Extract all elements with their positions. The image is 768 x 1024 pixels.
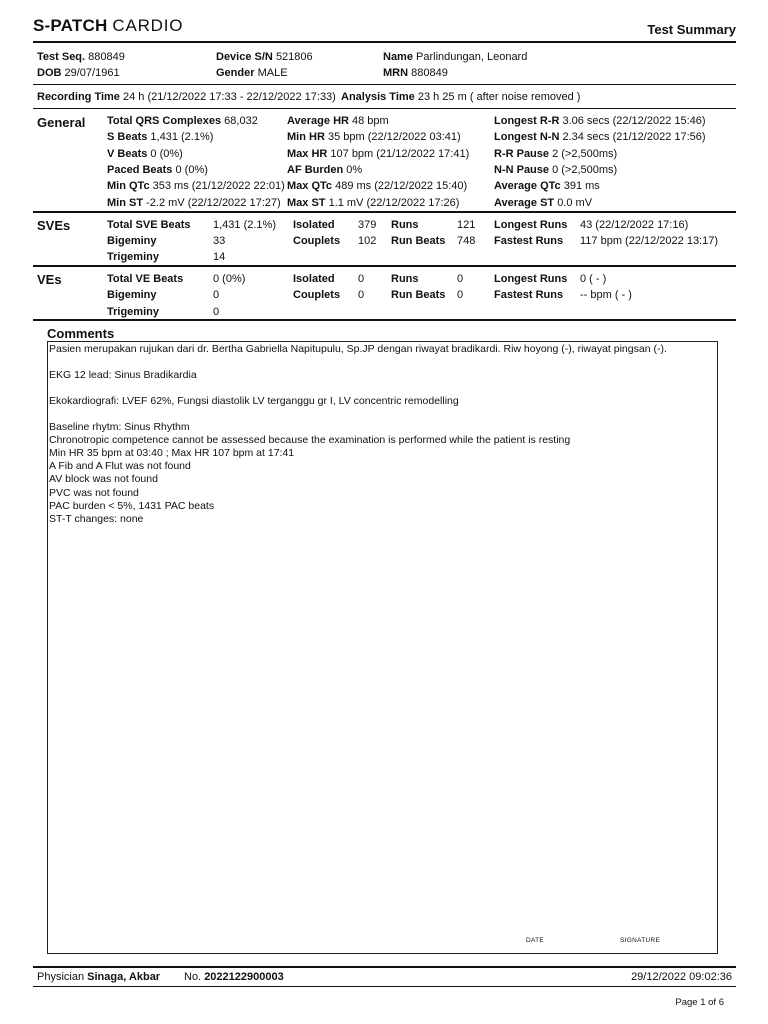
af-burden: AF Burden 0% [287,164,363,176]
analysis-time: Analysis Time 23 h 25 m ( after noise removed ) [341,91,581,103]
sve-couplets-value: 102 [358,235,377,247]
page-number: Page 1 of 6 [675,997,724,1008]
nn-pause: N-N Pause 0 (>2,500ms) [494,164,618,176]
sve-runbeats-value: 748 [457,235,476,247]
ve-fastest-label: Fastest Runs [494,289,564,301]
sve-isolated-value: 379 [358,219,377,231]
header-divider [33,41,736,43]
footer-divider [33,986,736,987]
min-qtc: Min QTc 353 ms (21/12/2022 22:01) [107,180,285,192]
ve-runbeats-label: Run Beats [391,289,446,301]
ve-bigeminy-label: Bigeminy [107,289,157,301]
sve-bigeminy-value: 33 [213,235,226,247]
sve-fastest-value: 117 bpm (22/12/2022 13:17) [580,235,719,247]
sve-fastest-label: Fastest Runs [494,235,564,247]
brand-logo [33,16,183,36]
ve-couplets-label: Couplets [293,289,341,301]
ve-total-label: Total VE Beats [107,273,184,285]
brand-name: S-PATCH [33,16,108,35]
comment-line: Ekokardiografi: LVEF 62%, Fungsi diastolik LV terganggu gr I, LV concentric remodelling [49,395,459,407]
dob: DOB 29/07/1961 [37,67,120,79]
sve-runs-label: Runs [391,219,419,231]
max-st: Max ST 1.1 mV (22/12/2022 17:26) [287,197,460,209]
ve-fastest-value: -- bpm ( - ) [580,289,632,301]
comment-line: Baseline rhytm: Sinus Rhythm [49,421,190,433]
patient-name: Name Parlindungan, Leonard [383,51,528,63]
sve-runs-value: 121 [457,219,476,231]
comments-heading: Comments [47,326,115,341]
average-qtc: Average QTc 391 ms [494,180,600,192]
ve-couplets-value: 0 [358,289,365,301]
comment-line: PVC was not found [49,487,139,499]
max-qtc: Max QTc 489 ms (22/12/2022 15:40) [287,180,468,192]
divider [33,265,736,267]
test-seq: Test Seq. 880849 [37,51,125,63]
ve-total-value: 0 (0%) [213,273,246,285]
divider [33,319,736,321]
sve-total-value: 1,431 (2.1%) [213,219,276,231]
mrn: MRN 880849 [383,67,448,79]
longest-rr: Longest R-R 3.06 secs (22/12/2022 15:46) [494,115,706,127]
sve-couplets-label: Couplets [293,235,341,247]
comment-line: AV block was not found [49,473,158,485]
sve-longest-value: 43 (22/12/2022 17:16) [580,219,689,231]
general-heading: General [37,115,86,130]
comment-line: EKG 12 lead: Sinus Bradikardia [49,369,197,381]
average-hr: Average HR 48 bpm [287,115,389,127]
page-title: Test Summary [647,22,736,37]
sve-longest-label: Longest Runs [494,219,568,231]
divider [33,211,736,213]
comment-line: Pasien merupakan rujukan dari dr. Bertha Gabriella Napitupulu, Sp.JP dengan riwayat bradikardi. Riw hoyong (-), riwayat pingsan (-). [49,343,667,355]
ve-runs-label: Runs [391,273,419,285]
min-hr: Min HR 35 bpm (22/12/2022 03:41) [287,131,461,143]
average-st: Average ST 0.0 mV [494,197,593,209]
brand-product: CARDIO [112,16,184,35]
device-sn: Device S/N 521806 [216,51,313,63]
physician: Physician Sinaga, Akbar [37,971,161,983]
min-st: Min ST -2.2 mV (22/12/2022 17:27) [107,197,281,209]
ve-isolated-label: Isolated [293,273,335,285]
report-timestamp: 29/12/2022 09:02:36 [631,971,732,983]
sves-heading: SVEs [37,218,71,233]
comment-line: Min HR 35 bpm at 03:40 ; Max HR 107 bpm at 17:41 [49,447,295,459]
ve-trigeminy-label: Trigeminy [107,306,159,318]
signature-label: SIGNATURE [620,937,661,944]
longest-nn: Longest N-N 2.34 secs (21/12/2022 17:56) [494,131,706,143]
ve-bigeminy-value: 0 [213,289,220,301]
ve-isolated-value: 0 [358,273,365,285]
sve-trigeminy-label: Trigeminy [107,251,159,263]
total-qrs: Total QRS Complexes 68,032 [107,115,258,127]
ve-trigeminy-value: 0 [213,306,220,318]
sve-isolated-label: Isolated [293,219,335,231]
ve-runbeats-value: 0 [457,289,464,301]
ve-runs-value: 0 [457,273,464,285]
rr-pause: R-R Pause 2 (>2,500ms) [494,148,618,160]
comment-line: Chronotropic competence cannot be assessed because the examination is performed while the patient is resting [49,434,571,446]
max-hr: Max HR 107 bpm (21/12/2022 17:41) [287,148,470,160]
divider [33,84,736,85]
recording-time: Recording Time 24 h (21/12/2022 17:33 - 22/12/2022 17:33) [37,91,336,103]
sve-runbeats-label: Run Beats [391,235,446,247]
comment-line: A Fib and A Flut was not found [49,460,191,472]
gender: Gender MALE [216,67,288,79]
sve-trigeminy-value: 14 [213,251,226,263]
footer-divider [33,966,736,968]
comment-line: ST-T changes: none [49,513,144,525]
ves-heading: VEs [37,272,62,287]
comment-line: PAC burden < 5%, 1431 PAC beats [49,500,215,512]
divider [33,108,736,109]
v-beats: V Beats 0 (0%) [107,148,183,160]
sve-total-label: Total SVE Beats [107,219,191,231]
ve-longest-value: 0 ( - ) [580,273,607,285]
s-beats: S Beats 1,431 (2.1%) [107,131,214,143]
sve-bigeminy-label: Bigeminy [107,235,157,247]
paced-beats: Paced Beats 0 (0%) [107,164,208,176]
date-label: DATE [526,937,545,944]
report-number: No. 2022122900003 [184,971,284,983]
ve-longest-label: Longest Runs [494,273,568,285]
